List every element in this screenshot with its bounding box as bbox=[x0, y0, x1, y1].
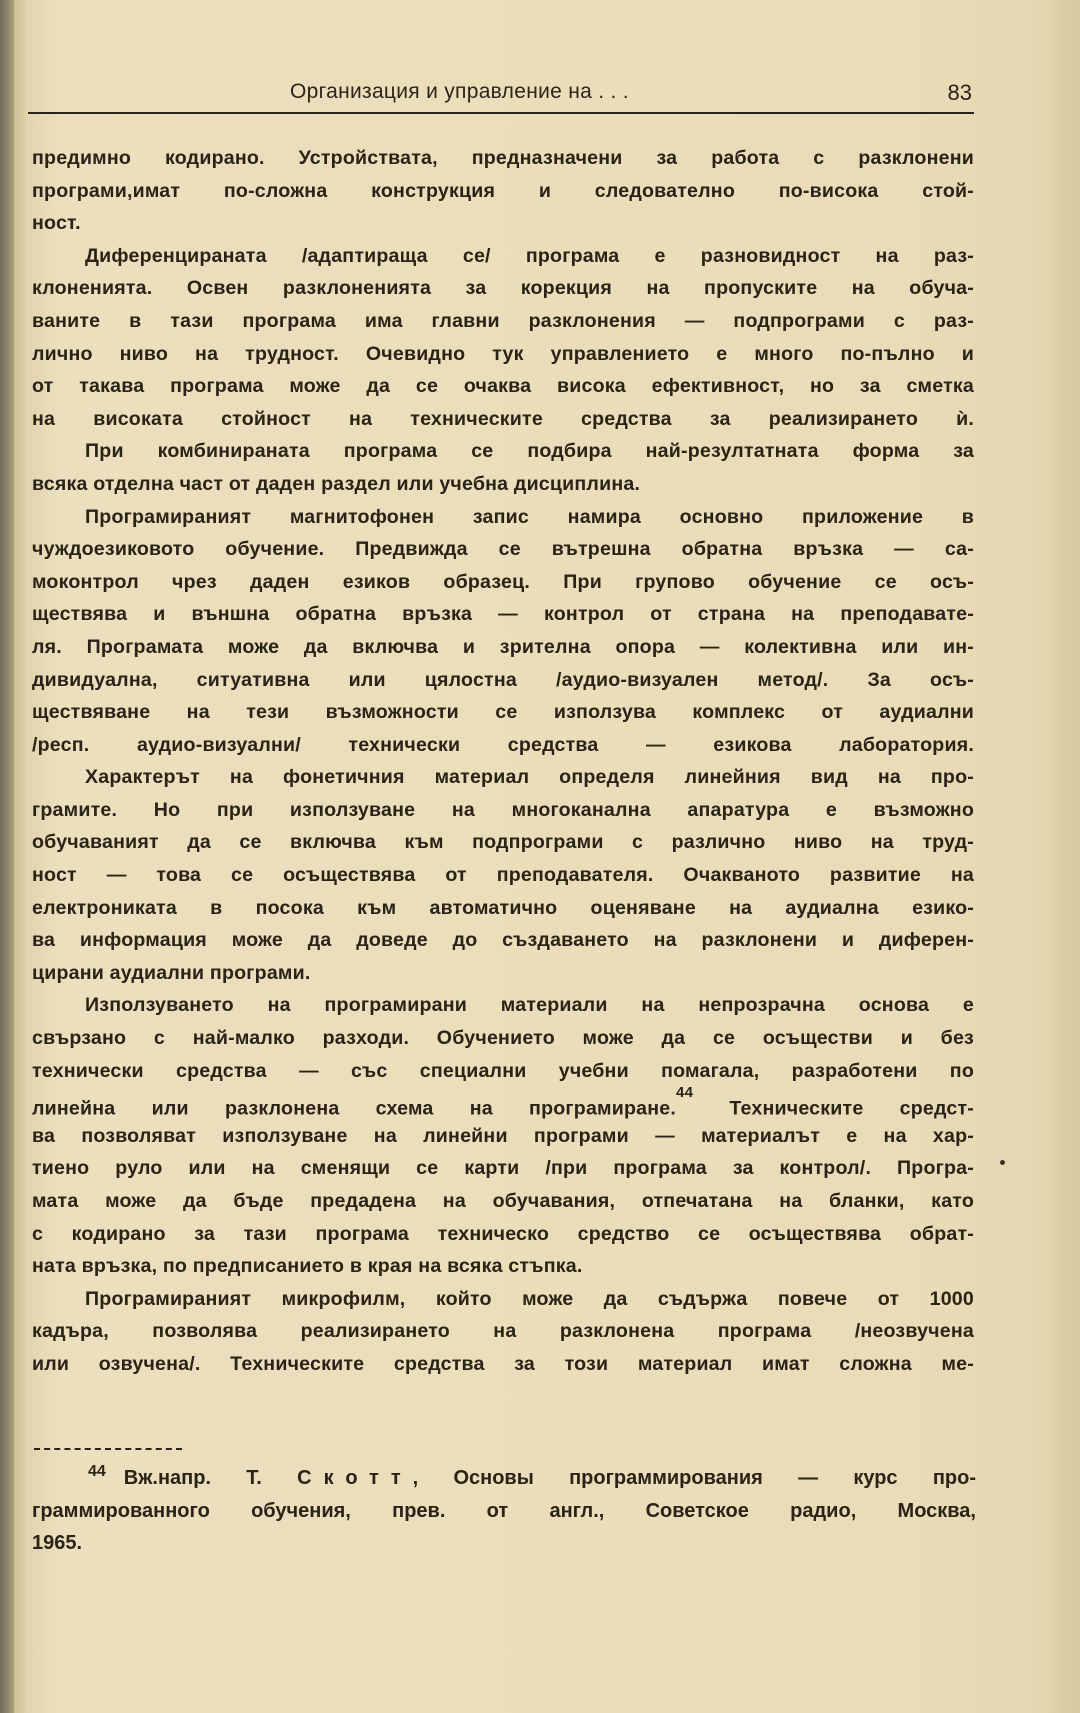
footnote-ref: 44 bbox=[676, 1084, 694, 1102]
footnote-text: Вж.напр. Т. bbox=[123, 1467, 262, 1489]
text-line: лично ниво на трудност. Очевидно тук управлението е много по-пълно и bbox=[32, 342, 974, 365]
footnote-line: 1965. bbox=[32, 1532, 83, 1555]
text-line: грамите. Но при използуване на многоканална апаратура е възможно bbox=[32, 798, 974, 821]
text-line: клоненията. Освен разклоненията за корекция на пропуските на обуча- bbox=[32, 277, 974, 300]
text-fragment: Техническите средст- bbox=[729, 1097, 974, 1120]
footnote-line bbox=[32, 1462, 976, 1495]
text-line: ва информация може да доведе до създаването на разклонени и диферен- bbox=[32, 929, 974, 952]
text-line: /респ. аудио-визуални/ технически средства — езикова лаборатория. bbox=[32, 733, 974, 756]
text-line: Програмираният микрофилм, който може да съдържа повече от 1000 bbox=[85, 1287, 974, 1310]
text-line: ля. Програмата може да включва и зрителна опора — колективна или ин- bbox=[32, 635, 974, 658]
footnote-author: Скотт bbox=[297, 1467, 413, 1489]
text-line: с кодирано за тази програма техническо средство се осъществява обрат- bbox=[32, 1222, 974, 1245]
footnote bbox=[32, 1462, 976, 1560]
text-line: електрониката в посока към автоматично оценяване на аудиална езико- bbox=[32, 896, 974, 919]
text-line: ност — това се осъществява от преподавателя. Очакваното развитие на bbox=[32, 864, 974, 887]
text-line: предимно кодирано. Устройствата, предназначени за работа с разклонени bbox=[32, 147, 974, 169]
text-line: обучаваният да се включва към подпрограми с различно ниво на труд- bbox=[32, 831, 974, 854]
text-line: технически средства — със специални учебни помагала, разработени по bbox=[32, 1059, 974, 1082]
body-text bbox=[32, 142, 974, 1381]
text-line: програми,имат по-сложна конструкция и следователно по-висока стой- bbox=[32, 179, 974, 202]
text-line: мата може да бъде предадена на обучавания, отпечатана на бланки, като bbox=[32, 1190, 974, 1212]
text-line-with-footnote-ref bbox=[32, 1084, 974, 1120]
text-line: тиено руло или на сменящи се карти /при програма за контрол/. Програ- bbox=[32, 1157, 974, 1180]
text-line: на високата стойност на техническите средства за реализирането ѝ. bbox=[32, 407, 974, 430]
text-line: всяка отделна част от даден раздел или учебна дисциплина. bbox=[32, 472, 641, 495]
text-line: Характерът на фонетичния материал определя линейния вид на про- bbox=[85, 766, 974, 789]
text-line: ната връзка, по предписанието в края на всяка стъпка. bbox=[32, 1255, 583, 1278]
text-line: Използуването на програмирани материали на непрозрачна основа е bbox=[85, 994, 974, 1017]
text-fragment: линейна или разклонена схема на програмиране. bbox=[32, 1097, 677, 1120]
text-line: свързано с най-малко разходи. Обучението може да се осъществи и без bbox=[32, 1027, 974, 1050]
text-line: ществява и външна обратна връзка — контрол от страна на преподавате- bbox=[32, 603, 974, 626]
margin-dot bbox=[1000, 1160, 1005, 1165]
text-line: ва позволяват използуване на линейни програми — материалът е на хар- bbox=[32, 1124, 974, 1147]
text-line: дивидуална, ситуативна или цялостна /аудио-визуален метод/. За осъ- bbox=[32, 668, 974, 691]
text-line: ваните в тази програма има главни разклонения — подпрограми с раз- bbox=[32, 309, 974, 332]
text-line: от такава програма може да се очаква висока ефективност, но за сметка bbox=[32, 375, 974, 398]
page-spine-shadow bbox=[0, 0, 14, 1713]
text-line: ществяване на тези възможности се използува комплекс от аудиални bbox=[32, 701, 974, 724]
footnote-number: 44 bbox=[88, 1463, 106, 1480]
text-line: или озвучена/. Техническите средства за този материал имат сложна ме- bbox=[32, 1352, 974, 1375]
text-line: ност. bbox=[32, 212, 81, 235]
text-line: При комбинираната програма се подбира най-резултатната форма за bbox=[85, 440, 974, 463]
text-line: чуждоезиковото обучение. Предвижда се вътрешна обратна връзка — са- bbox=[32, 538, 974, 561]
text-line: цирани аудиални програми. bbox=[32, 961, 311, 984]
footnote-text: , Основы программирования — курс про- bbox=[412, 1467, 977, 1489]
page-header bbox=[28, 78, 974, 114]
footnote-separator bbox=[34, 1448, 182, 1450]
text-line: моконтрол чрез даден езиков образец. При групово обучение се осъ- bbox=[32, 570, 974, 593]
text-line: Диференцираната /адаптираща се/ програма е разновидност на раз- bbox=[85, 244, 974, 267]
footnote-line: граммированного обучения, прев. от англ., Советское радио, Москва, bbox=[32, 1499, 976, 1522]
running-title: Организация и управление на . . . bbox=[290, 80, 629, 103]
page-number: 83 bbox=[947, 80, 972, 105]
text-line: Програмираният магнитофонен запис намира основно приложение в bbox=[85, 505, 974, 528]
text-line: кадъра, позволява реализирането на разклонена програма /неозвучена bbox=[32, 1320, 974, 1343]
